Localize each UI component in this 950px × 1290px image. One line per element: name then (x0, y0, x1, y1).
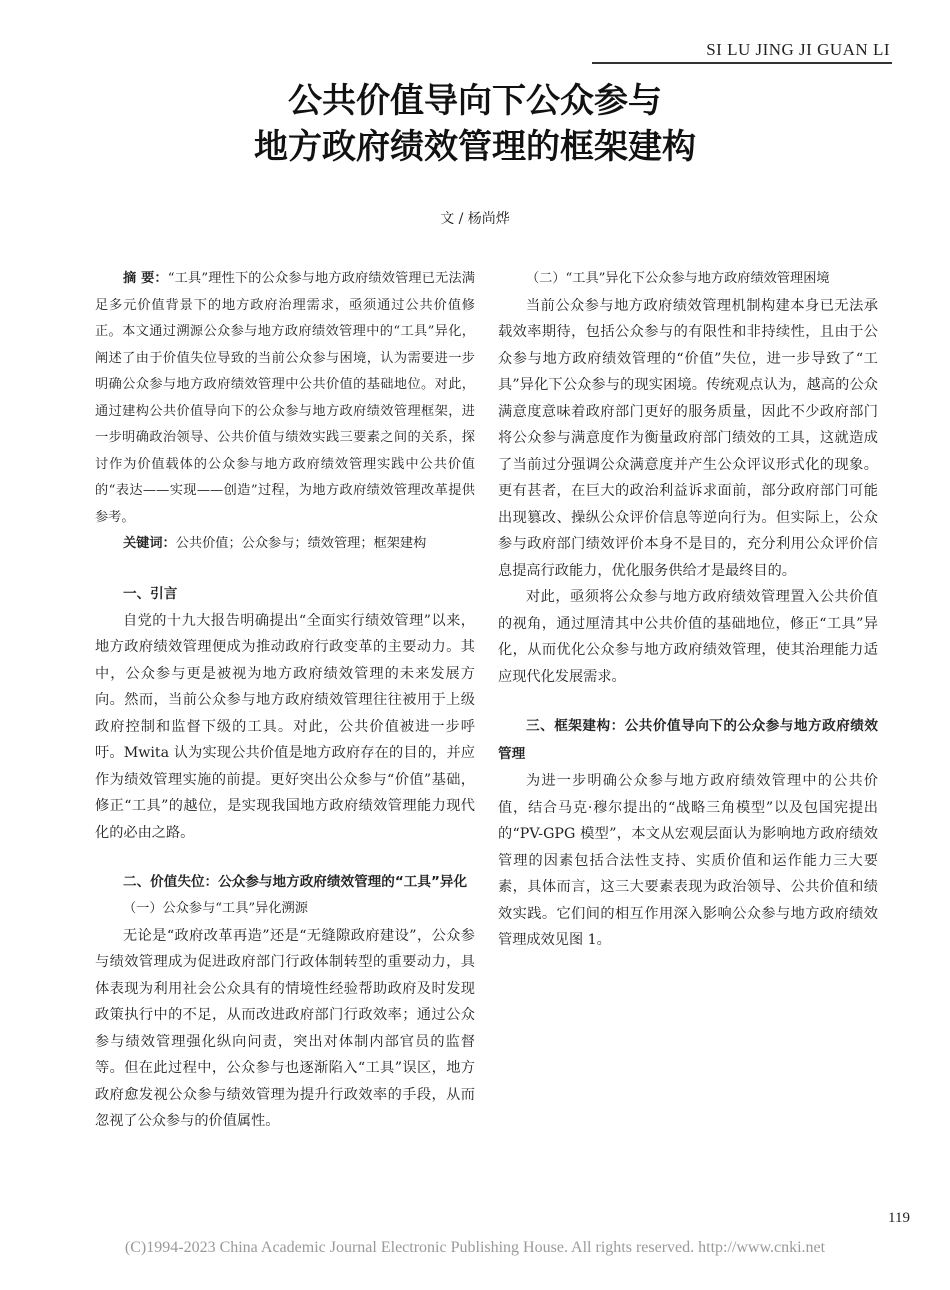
keywords-label: 关键词： (123, 536, 176, 551)
right-column (498, 266, 878, 954)
section-2-2-heading: （二）“工具”异化下公众参与地方政府绩效管理困境 (526, 271, 830, 286)
section-2-2-paragraph-1: 当前公众参与地方政府绩效管理机制构建本身已无法承载效率期待，包括公众参与的有限性和非持续性，且由于公众参与地方政府绩效管理的“价值”失位，进一步导致了“工具”异化下公众参与的现实困境。传统观点认为，越高的公众满意度意味着政府部门更好的服务质量，因此不少政府部门将公众参与满意度作为衡量政府部门绩效的工具，这就造成了当前过分强调公众满意度并产生公众评议形式化的现象。更有甚者，在巨大的政治利益诉求面前，部分政府部门可能出现篡改、操纵公众评价信息等逆向行为。但实际上，公众参与政府部门绩效评价本身不是目的，充分利用公众评价信息提高行政能力，优化服务供给才是最终目的。 (498, 297, 878, 579)
page-number: 119 (888, 1210, 910, 1226)
section-2-heading: 二、价值失位：公众参与地方政府绩效管理的“工具”异化 (123, 874, 468, 890)
copyright-notice: (C)1994-2023 China Academic Journal Electronic Publishing House. All rights reserved. http://www.cnki.net (124, 1239, 826, 1256)
abstract-text: “工具”理性下的公众参与地方政府绩效管理已无法满足多元价值背景下的地方政府治理需求，亟须通过公共价值修正。本文通过溯源公众参与地方政府绩效管理中的“工具”异化，阐述了由于价值失位导致的当前公众参与困境，认为需要进一步明确公众参与地方政府绩效管理中公共价值的基础地位。对此，通过建构公共价值导向下的公众参与地方政府绩效管理框架，进一步明确政治领导、公共价值与绩效实践三要素之间的关系，探讨作为价值载体的公众参与地方政府绩效管理实践中公共价值的“表达——实现——创造”过程，为地方政府绩效管理改革提供参考。 (95, 271, 475, 525)
abstract-label: 摘 要： (123, 271, 168, 286)
abstract (95, 266, 475, 531)
header-rule (592, 62, 892, 64)
section-3-heading: 三、框架建构：公共价值导向下的公众参与地方政府绩效管理 (498, 718, 878, 762)
title-line-1: 公共价值导向下公众参与 (288, 81, 662, 121)
section-2-2-paragraph-2: 对此，亟须将公众参与地方政府绩效管理置入公共价值的视角，通过厘清其中公共价值的基础地位，修正“工具”异化，从而优化公众参与地方政府绩效管理，使其治理能力适应现代化发展需求。 (498, 589, 878, 685)
author-byline: 文 / 杨尚烨 (440, 211, 510, 227)
spacer (498, 690, 878, 712)
article-title (100, 78, 850, 170)
section-3-paragraph: 为进一步明确公众参与地方政府绩效管理中的公共价值，结合马克·穆尔提出的“战略三角模型”以及包国宪提出的“PV-GPG 模型”，本文从宏观层面认为影响地方政府绩效管理的因素包括合法性支持、实质价值和运作能力三大要素，具体而言，这三大要素表现为政治领导、公共价值和绩效实践。它们间的相互作用深入影响公众参与地方政府绩效管理成效见图 1。 (498, 773, 878, 948)
section-2-1-heading: （一）公众参与“工具”异化溯源 (123, 901, 308, 916)
title-line-2: 地方政府绩效管理的框架建构 (254, 127, 696, 167)
spacer (95, 558, 475, 580)
keywords (95, 531, 475, 558)
section-2-1-paragraph: 无论是“政府改革再造”还是“无缝隙政府建设”，公众参与绩效管理成为促进政府部门行政体制转型的重要动力，具体表现为利用社会公众具有的情境性经验帮助政府及时发现政策执行中的不足，从而改进政府部门行政效率；通过公众参与绩效管理强化纵向问责，突出对体制内部官员的监督等。但在此过程中，公众参与也逐渐陷入“工具”误区，地方政府愈发视公众参与绩效管理为提升行政效率的手段，从而忽视了公众参与的价值属性。 (95, 927, 475, 1129)
section-1-heading: 一、引言 (123, 585, 178, 602)
keywords-text: 公共价值；公众参与；绩效管理；框架建构 (175, 536, 427, 551)
section-1-paragraph: 自党的十九大报告明确提出“全面实行绩效管理”以来，地方政府绩效管理便成为推动政府行政变革的主要动力。其中，公众参与更是被视为地方政府绩效管理的未来发展方向。然而，当前公众参与地方政府绩效管理往往被用于上级政府控制和监督下级的工具。对此，公共价值被进一步呼吁。Mwita 认为实现公共价值是地方政府存在的目的，并应作为绩效管理实施的前提。更好突出公众参与“价值”基础，修正“工具”的越位，是实现我国地方政府绩效管理能力现代化的必由之路。 (95, 612, 475, 841)
journal-name: SI LU JING JI GUAN LI (706, 40, 890, 59)
left-column (95, 266, 475, 1135)
spacer (95, 846, 475, 868)
